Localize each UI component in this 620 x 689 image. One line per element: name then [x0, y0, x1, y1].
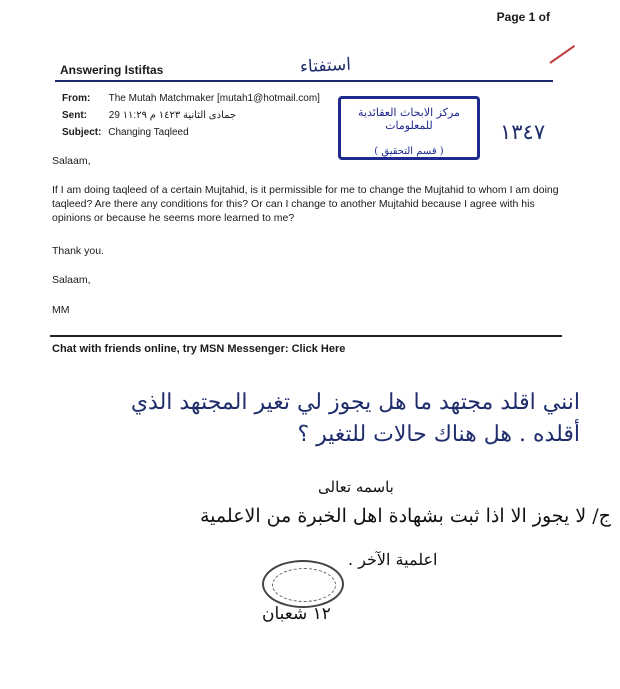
- handwritten-answer-date: ١٢ شعبان: [262, 604, 331, 624]
- handwritten-question-line1: انني اقلد مجتهد ما هل يجوز لي تغير المجتهد الذي: [130, 390, 580, 415]
- page-number: Page 1 of: [496, 10, 550, 24]
- sent-value: 29 جمادى الثانية ١٤٢٣ م ١١:٢٩: [108, 110, 237, 121]
- email-title: Answering Istiftas: [60, 63, 164, 77]
- handwritten-answer-line1: ج/ لا يجوز الا اذا ثبت بشهادة اهل الخبرة من الاعلمية: [200, 505, 611, 527]
- email-closing: Salaam,: [52, 274, 91, 286]
- email-signature: MM: [52, 304, 70, 316]
- email-greeting: Salaam,: [52, 155, 91, 167]
- seal-inner-ring: [272, 568, 336, 602]
- email-thanks: Thank you.: [52, 245, 104, 257]
- stamp-line1: مركز الابحاث العقائدية للمعلومات: [358, 106, 460, 132]
- email-body: If I am doing taqleed of a certain Mujtahid, is it permissible for me to change the Mujtahid to whom I am doing taqleed? Are there any conditions for this? Or can I change to another Mujtahid because I agree with his opinions or because he seems more learned to me?: [52, 184, 559, 224]
- msn-footer-link[interactable]: Chat with friends online, try MSN Messenger: Click Here: [52, 343, 346, 355]
- handwritten-question-line2: أقلده . هل هناك حالات للتغير ؟: [297, 422, 580, 447]
- red-check-mark: [549, 45, 575, 64]
- round-seal: [262, 560, 344, 608]
- from-label: From:: [62, 93, 91, 104]
- handwritten-top-label: استفتاء: [299, 54, 352, 78]
- footer-divider: [50, 335, 562, 337]
- subject-value: Changing Taqleed: [108, 127, 189, 138]
- title-divider: [55, 80, 553, 82]
- sent-label: Sent:: [62, 110, 87, 121]
- from-row: [62, 92, 320, 105]
- subject-label: Subject:: [62, 127, 102, 138]
- from-value: The Mutah Matchmaker [mutah1@hotmail.com]: [108, 93, 320, 104]
- institution-stamp: [338, 96, 480, 160]
- handwritten-answer-line2: اعلمية الآخر .: [348, 550, 438, 569]
- sent-row: [62, 109, 236, 122]
- handwritten-answer-heading: باسمه تعالى: [318, 478, 394, 496]
- stamp-line2: ( قسم التحقيق ): [374, 146, 444, 157]
- handwritten-number: ١٣٤٧: [500, 120, 546, 144]
- subject-row: [62, 126, 189, 139]
